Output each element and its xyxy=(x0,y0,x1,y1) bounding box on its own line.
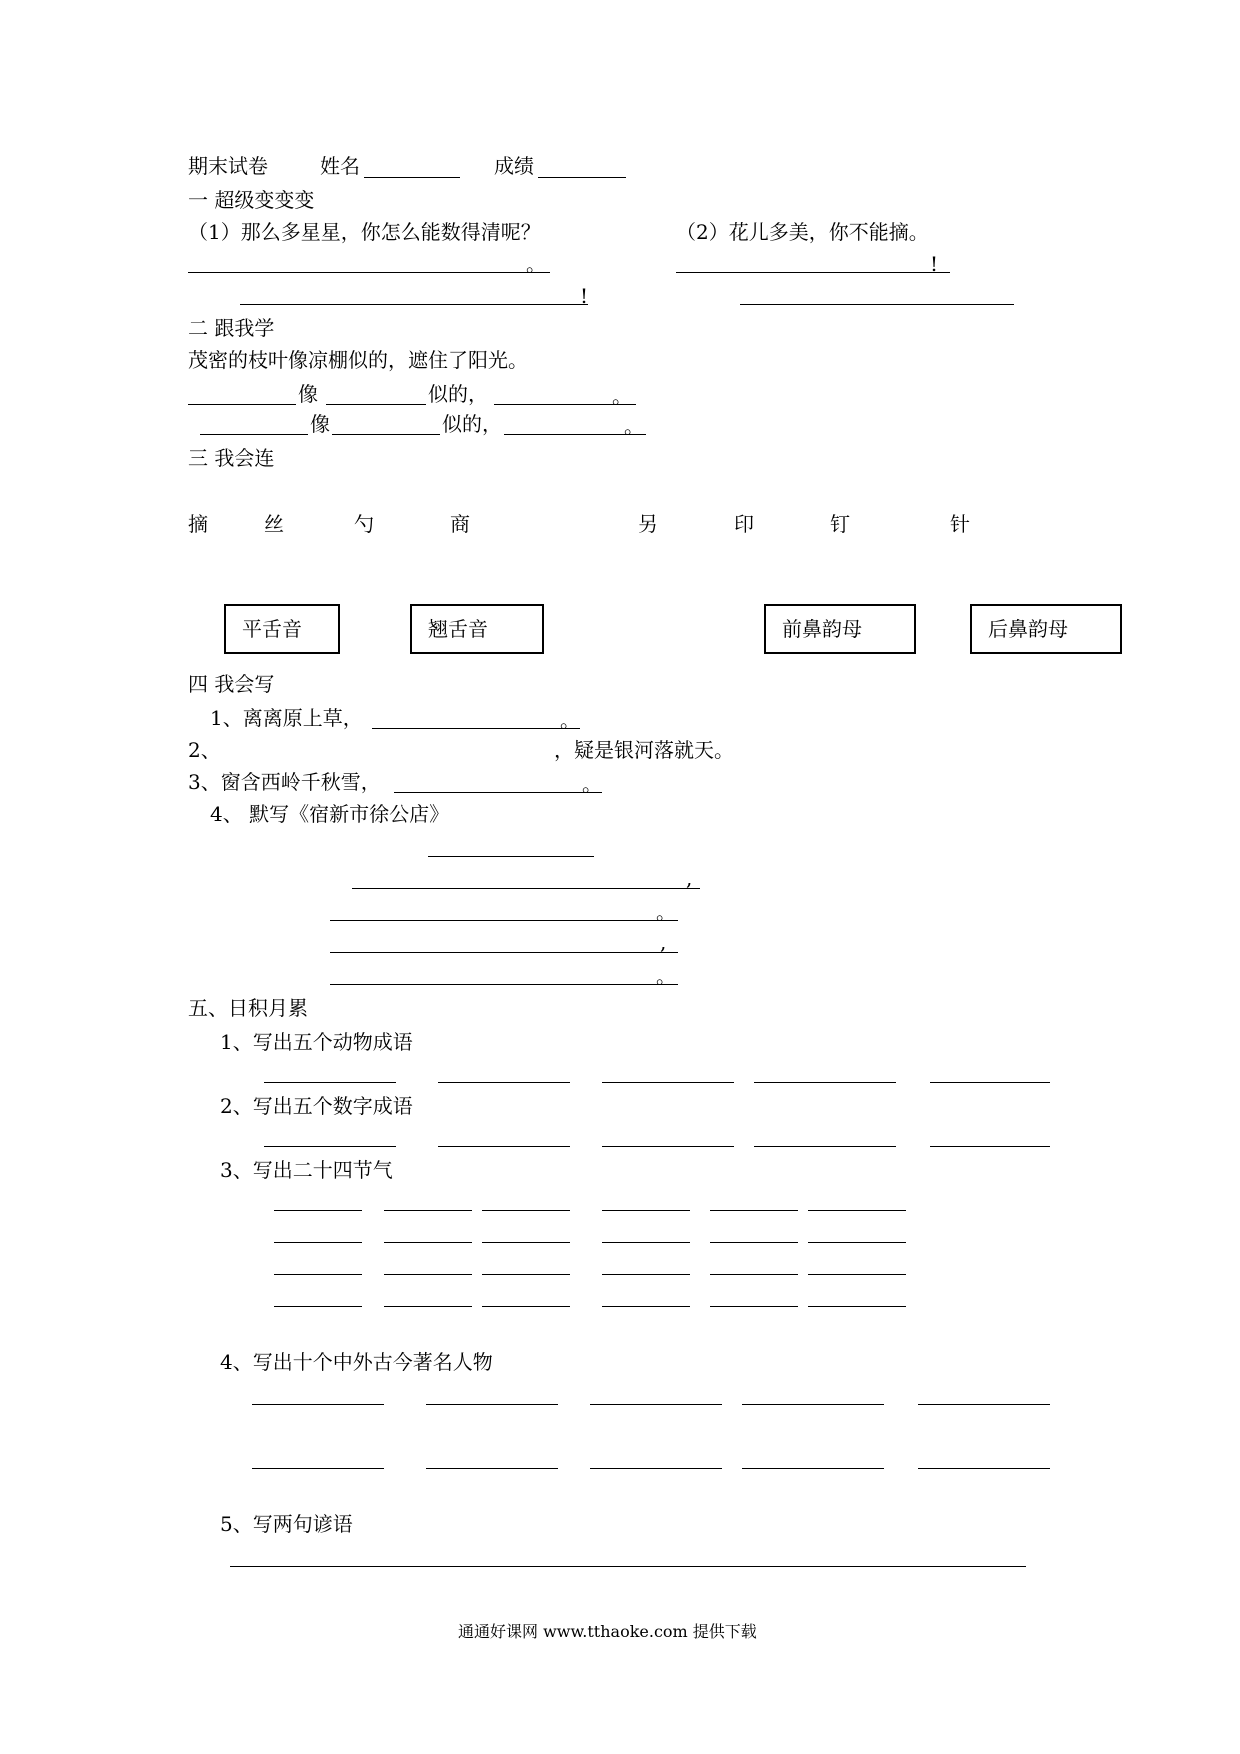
s4-end-3: 。 xyxy=(582,772,602,796)
s1-answer-blank-4[interactable] xyxy=(740,304,1014,305)
poem-line-blank-3[interactable] xyxy=(330,952,678,953)
section5-heading: 五、日积月累 xyxy=(188,996,308,1020)
solar-term-blank[interactable] xyxy=(710,1242,798,1243)
s1-answer-blank-3[interactable] xyxy=(240,304,588,305)
section1-heading: 一 超级变变变 xyxy=(188,188,315,212)
poem-end-4: 。 xyxy=(656,964,676,988)
animal-idiom-blank-4[interactable] xyxy=(754,1082,896,1083)
s5-item-3: 3、写出二十四节气 xyxy=(220,1158,393,1182)
solar-term-blank[interactable] xyxy=(602,1242,690,1243)
poem-line-blank-1[interactable] xyxy=(352,888,700,889)
solar-term-blank[interactable] xyxy=(710,1306,798,1307)
s4-blank-2[interactable] xyxy=(214,760,554,761)
s2-end-2: 。 xyxy=(624,414,644,438)
s4-blank-3[interactable] xyxy=(394,792,602,793)
section2-heading: 二 跟我学 xyxy=(188,316,275,340)
number-idiom-blank-4[interactable] xyxy=(754,1146,896,1147)
solar-term-blank[interactable] xyxy=(274,1210,362,1211)
s2-example: 茂密的枝叶像凉棚似的，遮住了阳光。 xyxy=(188,348,528,372)
solar-term-blank[interactable] xyxy=(274,1242,362,1243)
s3-char-8[interactable]: 针 xyxy=(950,512,970,536)
s2-blank-1a[interactable] xyxy=(188,404,296,405)
exam-title: 期末试卷 xyxy=(188,154,268,178)
s5-item-4: 4、写出十个中外古今著名人物 xyxy=(220,1350,493,1374)
poem-line-blank-2[interactable] xyxy=(330,920,678,921)
proverb-blank[interactable] xyxy=(230,1566,1026,1567)
solar-term-blank[interactable] xyxy=(602,1274,690,1275)
solar-term-blank[interactable] xyxy=(808,1274,906,1275)
s4-line-3: 3、窗含西岭千秋雪， xyxy=(188,770,381,794)
s3-char-1[interactable]: 摘 xyxy=(188,512,208,536)
s4-end-1: 。 xyxy=(560,708,580,732)
poem-title-blank[interactable] xyxy=(428,856,594,857)
s2-blank-2b[interactable] xyxy=(332,434,440,435)
s3-box-retroflex[interactable]: 翘舌音 xyxy=(410,604,544,654)
s1-question-2: （2）花儿多美，你不能摘。 xyxy=(676,220,929,244)
solar-term-blank[interactable] xyxy=(602,1306,690,1307)
s4-line-4: 4、 默写《宿新市徐公店》 xyxy=(210,802,450,826)
poem-end-3: , xyxy=(660,930,667,954)
s2-blank-2a[interactable] xyxy=(200,434,308,435)
solar-term-blank[interactable] xyxy=(384,1242,472,1243)
s4-line-2-number: 2、 xyxy=(188,738,221,762)
famous-person-blank[interactable] xyxy=(590,1468,722,1469)
poem-end-2: 。 xyxy=(656,900,676,924)
s3-char-3[interactable]: 勺 xyxy=(354,512,374,536)
s3-char-7[interactable]: 钉 xyxy=(830,512,850,536)
score-blank[interactable] xyxy=(538,177,626,178)
solar-term-blank[interactable] xyxy=(482,1242,570,1243)
s1-answer-blank-1[interactable] xyxy=(188,272,550,273)
footer-credit: 通通好课网 www.tthaoke.com 提供下载 xyxy=(458,1622,757,1641)
s1-answer-blank-2[interactable] xyxy=(676,272,950,273)
s1-question-1: （1）那么多星星，你怎么能数得清呢？ xyxy=(188,220,541,244)
s3-box-back-nasal[interactable]: 后鼻韵母 xyxy=(970,604,1122,654)
name-label: 姓名 xyxy=(320,154,360,178)
solar-term-blank[interactable] xyxy=(482,1210,570,1211)
solar-term-blank[interactable] xyxy=(602,1210,690,1211)
s3-box-front-nasal[interactable]: 前鼻韵母 xyxy=(764,604,916,654)
solar-term-blank[interactable] xyxy=(384,1210,472,1211)
s4-line-2-text: ，疑是银河落就天。 xyxy=(554,738,734,762)
solar-term-blank[interactable] xyxy=(710,1274,798,1275)
s4-blank-1[interactable] xyxy=(372,728,580,729)
s1-answer-end-2: ! xyxy=(930,252,939,276)
famous-person-blank[interactable] xyxy=(426,1468,558,1469)
section3-heading: 三 我会连 xyxy=(188,446,275,470)
famous-person-blank[interactable] xyxy=(918,1404,1050,1405)
name-blank[interactable] xyxy=(364,177,460,178)
score-label: 成绩 xyxy=(494,154,534,178)
famous-person-blank[interactable] xyxy=(590,1404,722,1405)
famous-person-blank[interactable] xyxy=(918,1468,1050,1469)
number-idiom-blank-1[interactable] xyxy=(264,1146,396,1147)
s4-line-1: 1、离离原上草， xyxy=(210,706,363,730)
famous-person-blank[interactable] xyxy=(252,1468,384,1469)
s3-box-flat-tongue[interactable]: 平舌音 xyxy=(224,604,340,654)
s3-char-2[interactable]: 丝 xyxy=(264,512,284,536)
animal-idiom-blank-2[interactable] xyxy=(438,1082,570,1083)
s5-item-5: 5、写两句谚语 xyxy=(220,1512,353,1536)
s2-like-2: 像 xyxy=(310,412,330,436)
s2-blank-1b[interactable] xyxy=(326,404,426,405)
section4-heading: 四 我会写 xyxy=(188,672,275,696)
solar-term-blank[interactable] xyxy=(384,1274,472,1275)
famous-person-blank[interactable] xyxy=(252,1404,384,1405)
animal-idiom-blank-1[interactable] xyxy=(264,1082,396,1083)
poem-line-blank-4[interactable] xyxy=(330,984,678,985)
s5-item-2: 2、写出五个数字成语 xyxy=(220,1094,413,1118)
animal-idiom-blank-3[interactable] xyxy=(602,1082,734,1083)
s2-seems-1: 似的， xyxy=(428,382,488,406)
s3-char-5[interactable]: 另 xyxy=(638,512,658,536)
s2-like-1: 像 xyxy=(298,382,318,406)
s1-answer-end-3: ! xyxy=(580,284,589,308)
solar-term-blank[interactable] xyxy=(710,1210,798,1211)
number-idiom-blank-2[interactable] xyxy=(438,1146,570,1147)
number-idiom-blank-5[interactable] xyxy=(930,1146,1050,1147)
famous-person-blank[interactable] xyxy=(742,1404,884,1405)
solar-term-blank[interactable] xyxy=(274,1306,362,1307)
s2-end-1: 。 xyxy=(612,384,632,408)
famous-person-blank[interactable] xyxy=(426,1404,558,1405)
solar-term-blank[interactable] xyxy=(274,1274,362,1275)
s3-char-6[interactable]: 印 xyxy=(734,512,754,536)
solar-term-blank[interactable] xyxy=(482,1306,570,1307)
famous-person-blank[interactable] xyxy=(742,1468,884,1469)
s2-seems-2: 似的， xyxy=(442,412,502,436)
solar-term-blank[interactable] xyxy=(808,1242,906,1243)
s3-char-4[interactable]: 商 xyxy=(450,512,470,536)
poem-end-1: , xyxy=(686,866,693,890)
solar-term-blank[interactable] xyxy=(808,1306,906,1307)
solar-term-blank[interactable] xyxy=(482,1274,570,1275)
s5-item-1: 1、写出五个动物成语 xyxy=(220,1030,413,1054)
solar-term-blank[interactable] xyxy=(808,1210,906,1211)
solar-term-blank[interactable] xyxy=(384,1306,472,1307)
s1-answer-end-1: 。 xyxy=(526,252,546,276)
animal-idiom-blank-5[interactable] xyxy=(930,1082,1050,1083)
number-idiom-blank-3[interactable] xyxy=(602,1146,734,1147)
